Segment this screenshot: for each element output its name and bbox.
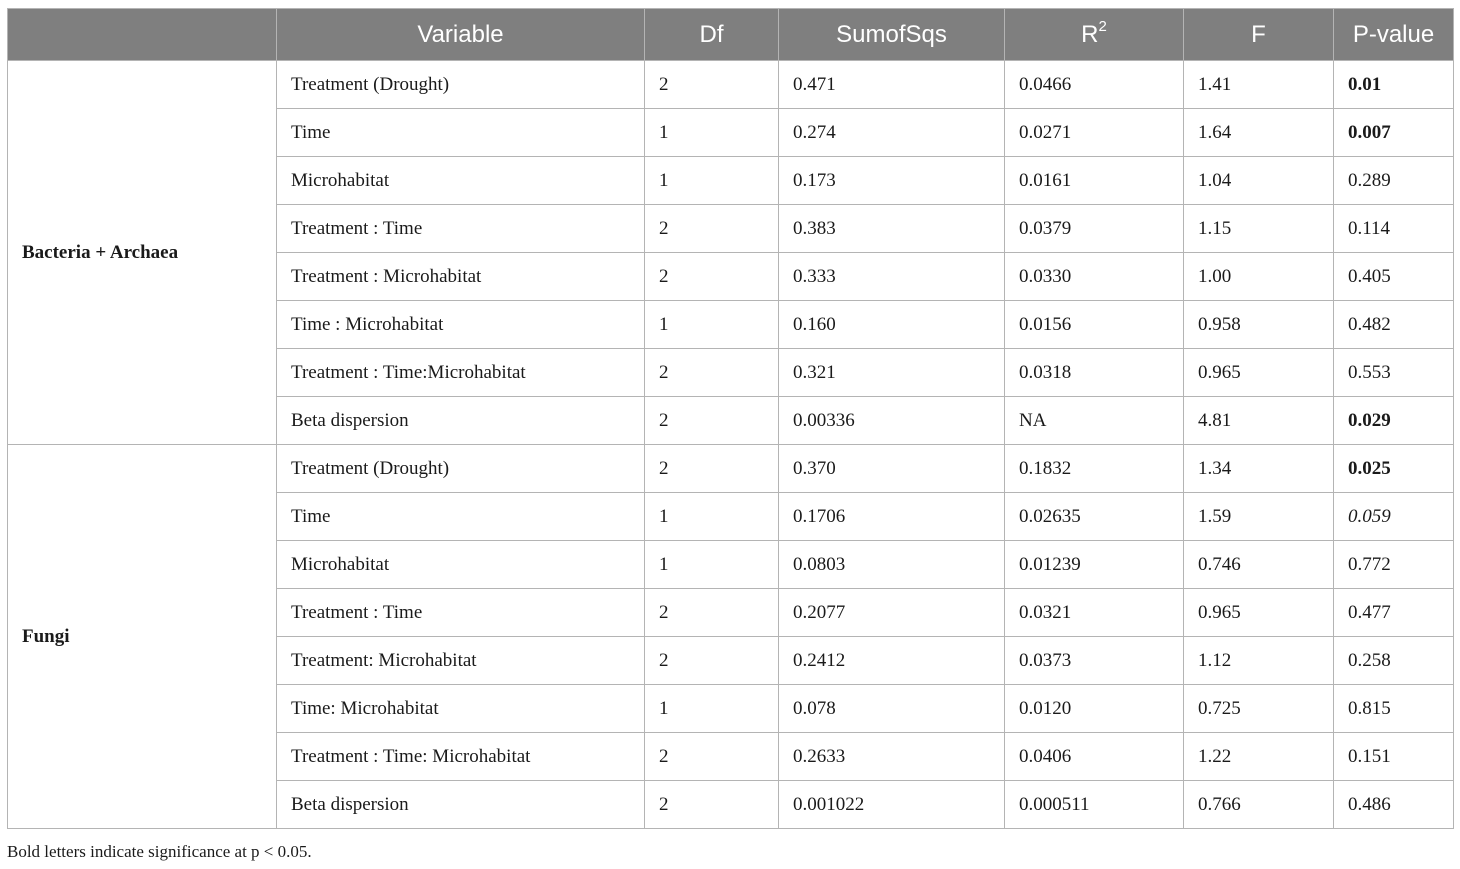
pvalue-cell: 0.482 (1334, 301, 1454, 349)
r-squared-cell: 0.0466 (1005, 61, 1184, 109)
header-sumofsqs: SumofSqs (779, 9, 1005, 61)
pvalue-cell: 0.289 (1334, 157, 1454, 205)
variable-cell: Microhabitat (277, 541, 645, 589)
r-squared-cell: 0.0156 (1005, 301, 1184, 349)
pvalue-cell: 0.477 (1334, 589, 1454, 637)
sumofsqs-cell: 0.00336 (779, 397, 1005, 445)
variable-cell: Treatment : Time:Microhabitat (277, 349, 645, 397)
variable-cell: Treatment (Drought) (277, 61, 645, 109)
pvalue-cell: 0.815 (1334, 685, 1454, 733)
sumofsqs-cell: 0.2633 (779, 733, 1005, 781)
sumofsqs-cell: 0.173 (779, 157, 1005, 205)
variable-cell: Beta dispersion (277, 781, 645, 829)
pvalue-cell: 0.025 (1334, 445, 1454, 493)
pvalue-cell: 0.114 (1334, 205, 1454, 253)
r-squared-cell: 0.0161 (1005, 157, 1184, 205)
df-cell: 1 (645, 541, 779, 589)
df-cell: 2 (645, 205, 779, 253)
r-squared-cell: 0.0373 (1005, 637, 1184, 685)
df-cell: 1 (645, 157, 779, 205)
df-cell: 2 (645, 781, 779, 829)
table-header (8, 9, 1454, 61)
f-cell: 1.64 (1184, 109, 1334, 157)
pvalue-cell: 0.007 (1334, 109, 1454, 157)
pvalue-cell: 0.553 (1334, 349, 1454, 397)
r-squared-cell: 0.0330 (1005, 253, 1184, 301)
pvalue-cell: 0.059 (1334, 493, 1454, 541)
r-squared-cell: 0.02635 (1005, 493, 1184, 541)
f-cell: 0.965 (1184, 589, 1334, 637)
f-cell: 1.41 (1184, 61, 1334, 109)
variable-cell: Beta dispersion (277, 397, 645, 445)
variable-cell: Treatment : Time (277, 589, 645, 637)
sumofsqs-cell: 0.383 (779, 205, 1005, 253)
r-squared-cell: 0.01239 (1005, 541, 1184, 589)
df-cell: 1 (645, 493, 779, 541)
sumofsqs-cell: 0.370 (779, 445, 1005, 493)
variable-cell: Treatment: Microhabitat (277, 637, 645, 685)
variable-cell: Treatment (Drought) (277, 445, 645, 493)
df-cell: 2 (645, 397, 779, 445)
header-df: Df (645, 9, 779, 61)
df-cell: 2 (645, 589, 779, 637)
pvalue-cell: 0.151 (1334, 733, 1454, 781)
sumofsqs-cell: 0.321 (779, 349, 1005, 397)
f-cell: 1.34 (1184, 445, 1334, 493)
table-footnote: Bold letters indicate significance at p < 0.05. (7, 842, 312, 861)
sumofsqs-cell: 0.0803 (779, 541, 1005, 589)
f-cell: 1.12 (1184, 637, 1334, 685)
variable-cell: Time : Microhabitat (277, 301, 645, 349)
f-cell: 0.746 (1184, 541, 1334, 589)
f-cell: 0.965 (1184, 349, 1334, 397)
pvalue-cell: 0.772 (1334, 541, 1454, 589)
pvalue-cell: 0.029 (1334, 397, 1454, 445)
df-cell: 2 (645, 637, 779, 685)
df-cell: 2 (645, 349, 779, 397)
sumofsqs-cell: 0.001022 (779, 781, 1005, 829)
pvalue-cell: 0.258 (1334, 637, 1454, 685)
variable-cell: Time: Microhabitat (277, 685, 645, 733)
r-squared-cell: NA (1005, 397, 1184, 445)
sumofsqs-cell: 0.2077 (779, 589, 1005, 637)
r-squared-cell: 0.0406 (1005, 733, 1184, 781)
sumofsqs-cell: 0.333 (779, 253, 1005, 301)
df-cell: 2 (645, 61, 779, 109)
variable-cell: Time (277, 109, 645, 157)
permanova-table (7, 8, 1454, 829)
f-cell: 1.59 (1184, 493, 1334, 541)
f-cell: 1.00 (1184, 253, 1334, 301)
f-cell: 1.15 (1184, 205, 1334, 253)
r-squared-cell: 0.0318 (1005, 349, 1184, 397)
df-cell: 1 (645, 109, 779, 157)
pvalue-cell: 0.486 (1334, 781, 1454, 829)
variable-cell: Time (277, 493, 645, 541)
variable-cell: Treatment : Time: Microhabitat (277, 733, 645, 781)
header-pvalue: P-value (1334, 9, 1454, 61)
r-squared-cell: 0.1832 (1005, 445, 1184, 493)
sumofsqs-cell: 0.160 (779, 301, 1005, 349)
r-squared-cell: 0.0120 (1005, 685, 1184, 733)
f-cell: 0.725 (1184, 685, 1334, 733)
sumofsqs-cell: 0.078 (779, 685, 1005, 733)
header-r2-base: R (1081, 20, 1099, 48)
sumofsqs-cell: 0.471 (779, 61, 1005, 109)
f-cell: 4.81 (1184, 397, 1334, 445)
sumofsqs-cell: 0.1706 (779, 493, 1005, 541)
f-cell: 1.22 (1184, 733, 1334, 781)
f-cell: 0.958 (1184, 301, 1334, 349)
sumofsqs-cell: 0.2412 (779, 637, 1005, 685)
r-squared-cell: 0.000511 (1005, 781, 1184, 829)
table-body (8, 61, 1454, 829)
variable-cell: Microhabitat (277, 157, 645, 205)
r-squared-cell: 0.0321 (1005, 589, 1184, 637)
df-cell: 1 (645, 301, 779, 349)
pvalue-cell: 0.01 (1334, 61, 1454, 109)
f-cell: 1.04 (1184, 157, 1334, 205)
df-cell: 2 (645, 733, 779, 781)
f-cell: 0.766 (1184, 781, 1334, 829)
group-label: Bacteria + Archaea (8, 61, 277, 445)
table-row (8, 445, 1454, 493)
header-r-squared (1005, 9, 1184, 61)
df-cell: 2 (645, 253, 779, 301)
pvalue-cell: 0.405 (1334, 253, 1454, 301)
r-squared-cell: 0.0271 (1005, 109, 1184, 157)
df-cell: 1 (645, 685, 779, 733)
r-squared-cell: 0.0379 (1005, 205, 1184, 253)
group-label: Fungi (8, 445, 277, 829)
header-row (8, 9, 1454, 61)
sumofsqs-cell: 0.274 (779, 109, 1005, 157)
header-group (8, 9, 277, 61)
variable-cell: Treatment : Microhabitat (277, 253, 645, 301)
variable-cell: Treatment : Time (277, 205, 645, 253)
header-r2-superscript: 2 (1098, 17, 1107, 35)
permanova-table-container (7, 8, 1453, 829)
header-f: F (1184, 9, 1334, 61)
df-cell: 2 (645, 445, 779, 493)
header-variable: Variable (277, 9, 645, 61)
table-row (8, 61, 1454, 109)
